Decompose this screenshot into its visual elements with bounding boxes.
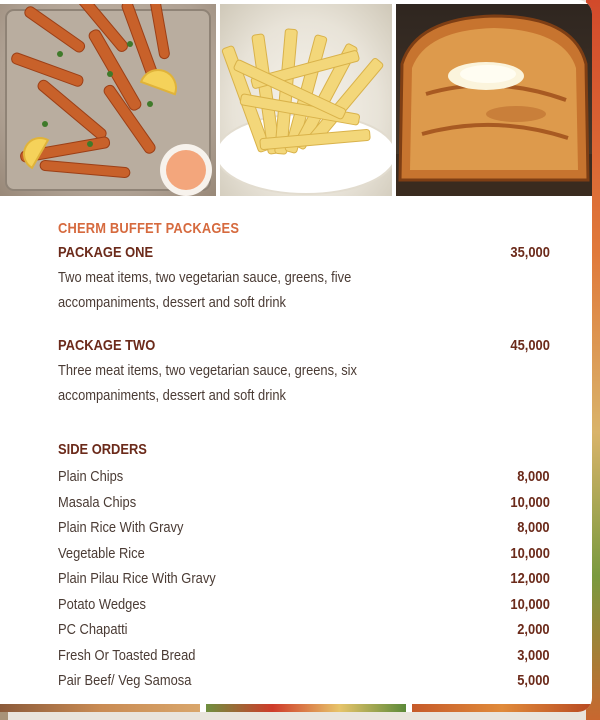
side-order-name: Plain Rice With Gravy bbox=[58, 519, 184, 536]
bottom-photo bbox=[0, 704, 200, 712]
package-description-line: accompaniments, dessert and soft drink bbox=[58, 387, 287, 404]
side-order-item bbox=[58, 617, 550, 643]
side-order-price: 5,000 bbox=[517, 672, 550, 689]
side-order-item bbox=[58, 515, 550, 541]
side-order-name: Plain Chips bbox=[58, 468, 124, 485]
package-name: PACKAGE TWO bbox=[58, 337, 156, 354]
side-orders-list bbox=[58, 464, 550, 694]
side-orders-heading: SIDE ORDERS bbox=[58, 441, 147, 458]
side-order-name: Masala Chips bbox=[58, 493, 137, 511]
side-order-price: 10,000 bbox=[510, 493, 550, 511]
side-order-item bbox=[58, 490, 550, 516]
bottom-photo-strip bbox=[0, 704, 592, 712]
package-one bbox=[58, 241, 550, 265]
buffet-packages-heading: CHERM BUFFET PACKAGES bbox=[58, 220, 240, 237]
side-order-price: 10,000 bbox=[510, 595, 550, 613]
side-order-name: PC Chapatti bbox=[58, 621, 128, 638]
toasted-bread-photo bbox=[396, 4, 592, 196]
masala-wedges-image bbox=[0, 4, 216, 196]
masala-wedges-photo bbox=[0, 4, 216, 196]
side-order-item bbox=[58, 643, 550, 669]
package-description bbox=[58, 358, 385, 408]
side-order-price: 10,000 bbox=[510, 544, 550, 562]
side-order-price: 8,000 bbox=[517, 468, 550, 485]
side-order-item bbox=[58, 541, 550, 567]
package-name: PACKAGE ONE bbox=[58, 244, 154, 261]
bottom-photo bbox=[412, 704, 592, 712]
package-description-line: Three meat items, two vegetarian sauce, greens, six bbox=[58, 362, 357, 379]
side-order-price: 3,000 bbox=[517, 646, 550, 664]
side-order-name: Vegetable Rice bbox=[58, 544, 145, 562]
side-order-price: 2,000 bbox=[517, 621, 550, 638]
package-description-line: accompaniments, dessert and soft drink bbox=[58, 294, 287, 311]
package-description bbox=[58, 265, 385, 315]
side-order-item bbox=[58, 566, 550, 592]
plain-chips-photo bbox=[220, 4, 392, 196]
bottom-photo bbox=[206, 704, 406, 712]
package-price: 35,000 bbox=[510, 244, 550, 261]
side-order-name: Pair Beef/ Veg Samosa bbox=[58, 672, 192, 689]
photo-strip bbox=[0, 0, 592, 196]
package-two bbox=[58, 334, 550, 358]
side-order-name: Plain Pilau Rice With Gravy bbox=[58, 570, 216, 587]
side-order-item bbox=[58, 592, 550, 618]
side-order-price: 8,000 bbox=[517, 519, 550, 536]
side-order-item bbox=[58, 668, 550, 694]
side-order-price: 12,000 bbox=[510, 570, 550, 587]
plain-chips-image bbox=[220, 4, 392, 196]
menu-content bbox=[58, 218, 550, 694]
side-order-item bbox=[58, 464, 550, 490]
package-price: 45,000 bbox=[510, 337, 550, 354]
toasted-bread-image bbox=[396, 4, 592, 196]
side-order-name: Potato Wedges bbox=[58, 595, 146, 613]
side-order-name: Fresh Or Toasted Bread bbox=[58, 646, 196, 664]
package-description-line: Two meat items, two vegetarian sauce, greens, five bbox=[58, 269, 352, 286]
